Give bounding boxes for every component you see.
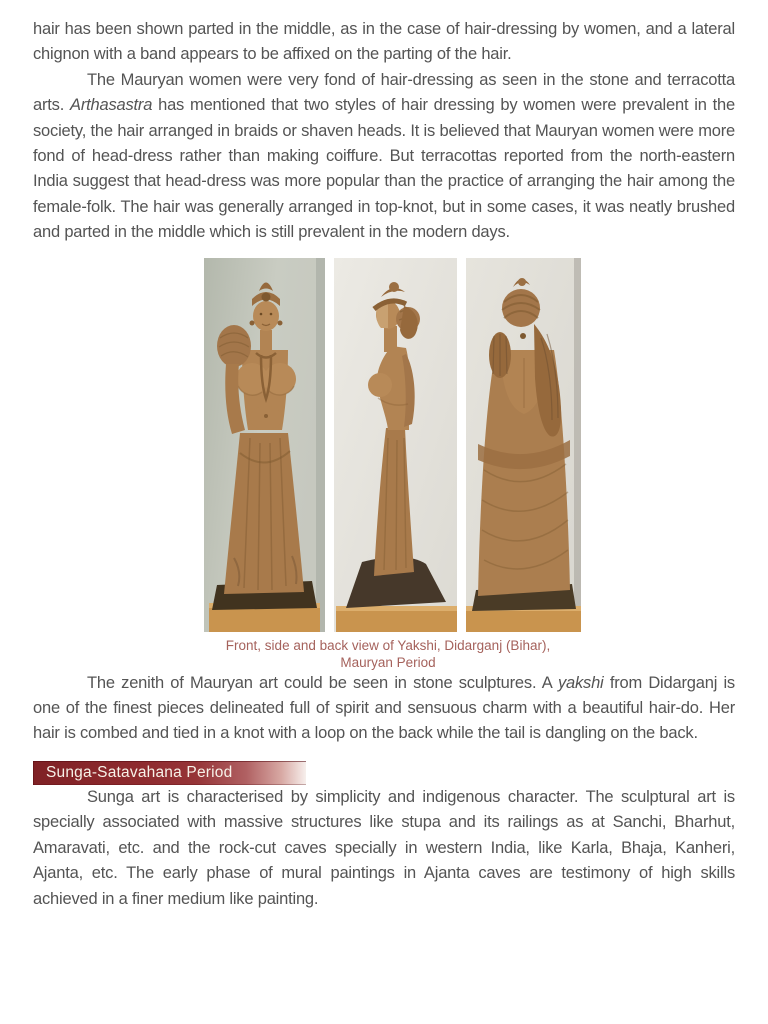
yakshi-back-photo (466, 258, 581, 632)
yakshi-side-illustration (334, 258, 457, 632)
yakshi-back-illustration (466, 258, 581, 632)
figure-caption-line2: Mauryan Period (340, 654, 436, 670)
figure-caption-line1: Front, side and back view of Yakshi, Didarganj (Bihar), (225, 637, 551, 653)
photo-row (204, 258, 581, 632)
figure-caption (37, 637, 739, 671)
paragraph-mauryan-women: The Mauryan women were very fond of hair-dressing as seen in the stone and terracotta arts. Arthasastra has mentioned that two styles of hair dressing by women were prevalent in the society, the hair arranged in braids or shaven heads. It is believed that Mauryan women were more fond of head-dress rather than making coiffure. But terracottas reported from the north-eastern India suggest that head-dress was more popular than the practice of arranging the hair among the female-folk. The hair was generally arranged in top-knot, but in some cases, it was neatly brushed and parted in the middle which is still prevalent in the modern days. (33, 70, 735, 242)
yakshi-figure (33, 258, 735, 671)
yakshi-front-photo (204, 258, 325, 632)
section-title: Sunga-Satavahana Period (46, 763, 233, 781)
yakshi-front-illustration (204, 258, 325, 632)
paragraph-sunga-art: Sunga art is characterised by simplicity and indigenous character. The sculptural art is specially associated with massive structures like stupa and its railings as at Sanchi, Bharhut, Amaravati, etc. and the rock-cut caves specially in western India, like Karla, Bhaja, Kanheri, Ajanta, etc. The early phase of mural paintings in Ajanta caves are testimony of high skills achieved in a finer medium like painting. (33, 787, 735, 908)
paragraph-hair-parting: hair has been shown parted in the middle, as in the case of hair-dressing by women, and a lateral chignon with a band appears to be affixed on the parting of the hair. (33, 20, 735, 64)
yakshi-side-photo (334, 258, 457, 632)
section-header-sunga-satavahana (33, 761, 306, 785)
paragraph-mauryan-zenith: The zenith of Mauryan art could be seen in stone sculptures. A yakshi from Didarganj is one of the finest pieces delineated full of spirit and sensuous charm with a beautiful hair-do. Her hair is combed and tied in a knot with a loop on the back while the tail is dangling on the back. (33, 673, 735, 743)
